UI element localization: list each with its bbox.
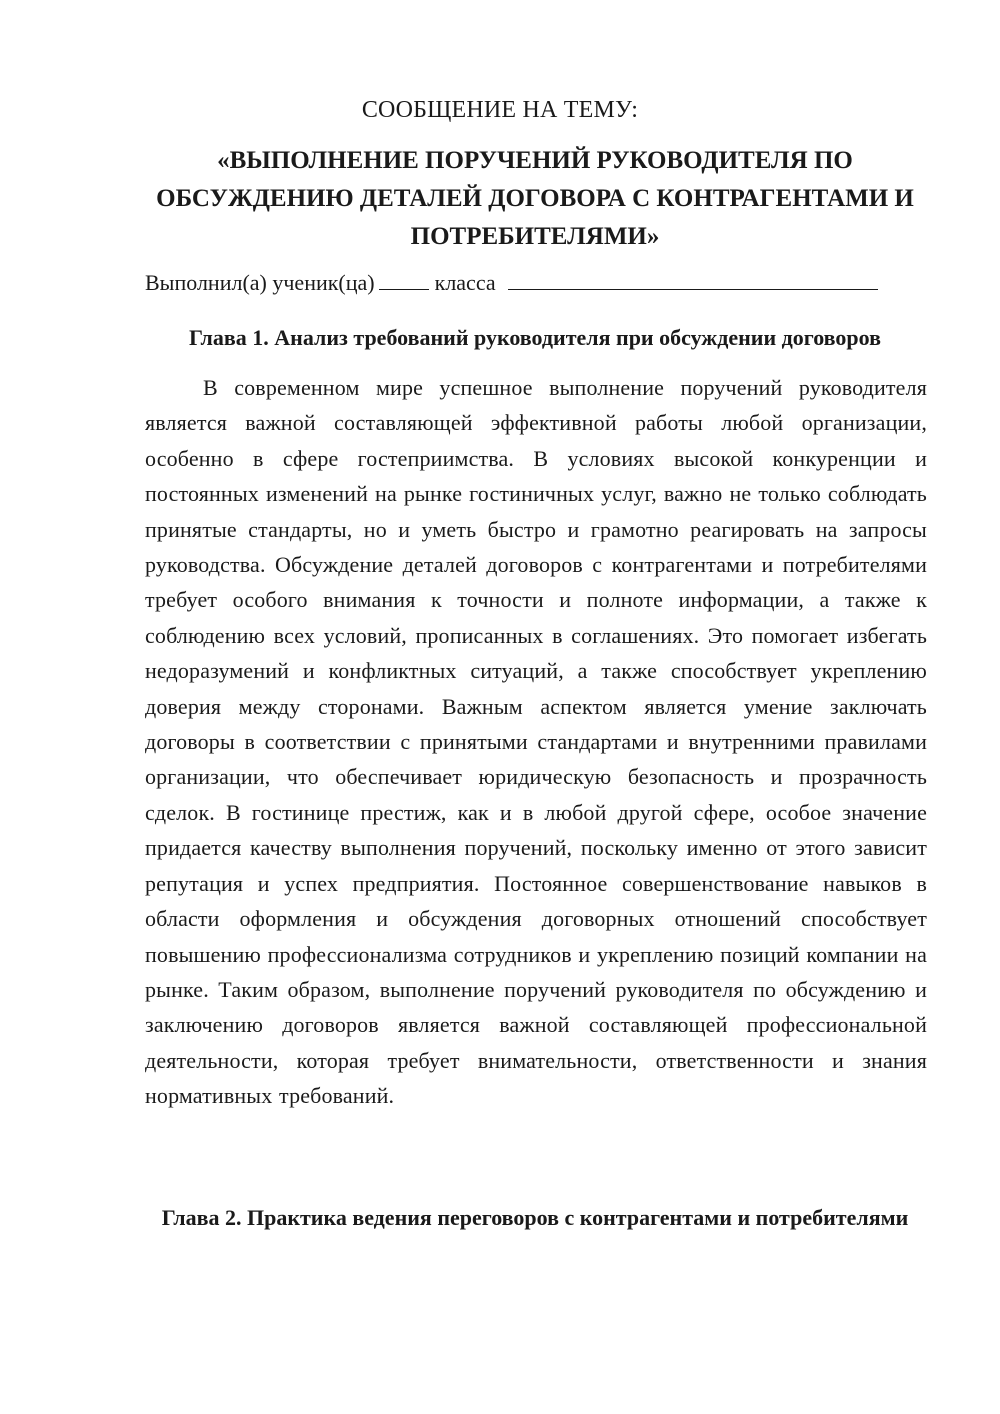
chapter-2-heading: Глава 2. Практика ведения переговоров с контрагентами и потребителями bbox=[161, 1205, 909, 1230]
student-name-blank bbox=[508, 269, 878, 290]
document-type-label: СООБЩЕНИЕ НА ТЕМУ: bbox=[361, 97, 639, 123]
author-line bbox=[145, 268, 945, 298]
chapter-1-heading: Глава 1. Анализ требований руководителя при обсуждении договоров bbox=[189, 325, 881, 350]
document-title: «ВЫПОЛНЕНИЕ ПОРУЧЕНИЙ РУКОВОДИТЕЛЯ ПО ОБСУЖДЕНИЮ ДЕТАЛЕЙ ДОГОВОРА С КОНТРАГЕНТАМИ И ПОТРЕБИТЕЛЯМИ» bbox=[156, 147, 914, 250]
chapter-1-paragraph: В современном мире успешное выполнение поручений руководителя является важной составляющей эффективной работы любой организации, особенно в сфере гостеприимства. В условиях высокой конкуренции и постоянных изменений на рынке гостиничных услуг, важно не только соблюдать принятые стандарты, но и уметь быстро и грамотно реагировать на запросы руководства. Обсуждение деталей договоров с контрагентами и потребителями требует особого внимания к точности и полноте информации, а также к соблюдению всех условий, прописанных в соглашениях. Это помогает избегать недоразумений и конфликтных ситуаций, а также способствует укреплению доверия между сторонами. Важным аспектом является умение заключать договоры в соответствии с принятыми стандартами и внутренними правилами организации, что обеспечивает юридическую безопасность и прозрачность сделок. В гостинице престиж, как и в любой другой сфере, особое значение придается качеству выполнения поручений, поскольку именно от этого зависит репутация и успех предприятия. Постоянное совершенствование навыков в области оформления и обсуждения договорных отношений способствует повышению профессионализма сотрудников и укреплению позиций компании на рынке. Таким образом, выполнение поручений руководителя по обсуждению и заключению договоров является важной составляющей профессиональной деятельности, которая требует внимательности, ответственности и знания нормативных требований. bbox=[145, 375, 927, 1109]
class-number-blank bbox=[379, 269, 429, 290]
class-label: класса bbox=[434, 270, 496, 295]
performed-by-label: Выполнил(а) ученик(ца) bbox=[145, 270, 375, 295]
